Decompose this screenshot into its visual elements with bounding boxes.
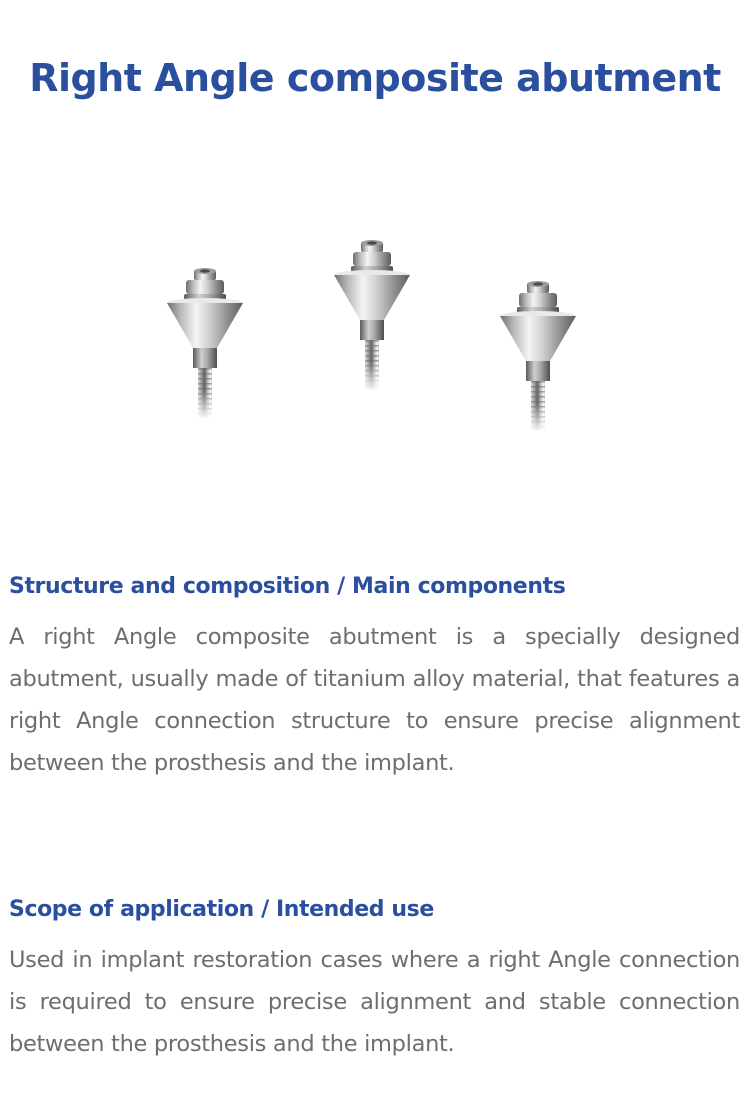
abutment-product-image: [140, 225, 610, 475]
abutment-center: [334, 240, 410, 392]
page-title: Right Angle composite abutment: [29, 56, 721, 100]
section-scope: [9, 895, 740, 1065]
section-body: A right Angle composite abutment is a specially designed abutment, usually made of titanium alloy material, that features a right Angle connection structure to ensure precise alignment between the prosthesis and the implant.: [9, 624, 740, 776]
abutment-right: [500, 281, 576, 433]
abutment-left: [167, 268, 243, 420]
section-heading: Scope of application / Intended use: [9, 897, 434, 922]
section-body: Used in implant restoration cases where a right Angle connection is required to ensure precise alignment and stable connection between the prosthesis and the implant.: [9, 947, 740, 1057]
section-structure: [9, 572, 740, 784]
section-heading: Structure and composition / Main components: [9, 574, 566, 599]
